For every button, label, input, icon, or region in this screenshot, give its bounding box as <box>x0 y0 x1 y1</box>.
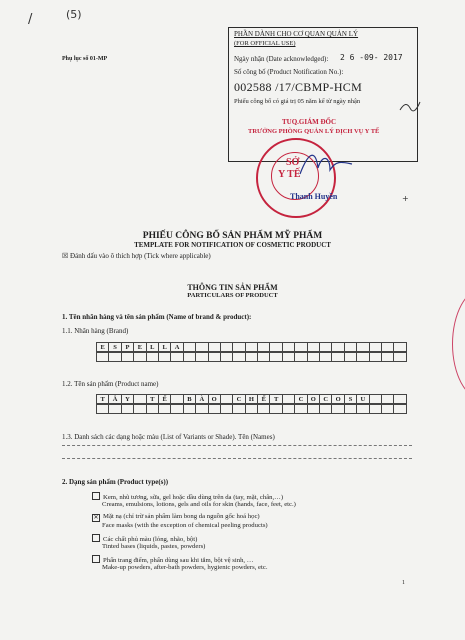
letter-cell <box>184 404 196 414</box>
letter-cell: O <box>308 394 320 404</box>
office-title-vi: PHẦN DÀNH CHO CƠ QUAN QUẢN LÝ <box>234 30 359 38</box>
letter-cell: E <box>97 342 109 352</box>
annex-label: Phụ lục số 01-MP <box>62 56 108 62</box>
dotted-line <box>62 445 412 446</box>
option-label-en: Tinted bases (liquids, pastes, powders) <box>102 543 206 550</box>
option-label-en: Make-up powders, after-bath powders, hygienic powders, etc. <box>102 564 268 571</box>
letter-cell <box>196 352 208 362</box>
letter-cell <box>159 404 171 414</box>
letter-cell <box>320 352 332 362</box>
received-date: 2 6 -09- 2017 <box>340 53 403 62</box>
letter-cell: T <box>97 394 109 404</box>
letter-cell <box>171 394 183 404</box>
product-grid <box>96 394 407 404</box>
brand-grid <box>96 342 407 352</box>
letter-cell <box>345 404 357 414</box>
letter-cell: Ế <box>159 394 171 404</box>
letter-cell <box>295 342 307 352</box>
form-subtitle: TEMPLATE FOR NOTIFICATION OF COSMETIC PRODUCT <box>134 241 331 249</box>
letter-cell <box>246 352 258 362</box>
letter-cell <box>370 404 382 414</box>
letter-cell <box>233 352 245 362</box>
letter-cell: S <box>345 394 357 404</box>
letter-cell <box>394 404 406 414</box>
tick-note: ☒ Đánh dấu vào ô thích hợp (Tick where applicable) <box>62 252 211 260</box>
letter-cell <box>196 342 208 352</box>
letter-cell: L <box>147 342 159 352</box>
letter-cell <box>134 352 146 362</box>
letter-cell <box>394 352 406 362</box>
notification-number: 002588 /17/CBMP-HCM <box>234 80 363 94</box>
letter-cell <box>246 404 258 414</box>
letter-cell: B <box>184 394 196 404</box>
letter-cell <box>97 404 109 414</box>
brand-grid-row2 <box>96 352 407 362</box>
letter-cell: E <box>134 342 146 352</box>
letter-cell <box>270 352 282 362</box>
checked-box-icon[interactable]: ✕ <box>93 515 99 521</box>
side-seal-icon <box>452 288 465 400</box>
option-label-vi: Phấn trang điểm, phấn dùng sau khi tắm, bột vệ sinh, … <box>103 557 254 564</box>
option-label-vi: Mặt nạ (chỉ trừ sản phẩm làm bong da nguồn gốc hoá học) <box>103 513 260 520</box>
letter-cell <box>370 394 382 404</box>
question-1: 1. Tên nhãn hàng và tên sản phẩm (Name of brand & product): <box>62 313 252 321</box>
letter-cell <box>283 404 295 414</box>
section-title: THÔNG TIN SẢN PHẨM <box>187 283 278 292</box>
letter-cell: L <box>159 342 171 352</box>
letter-cell <box>221 352 233 362</box>
letter-cell <box>221 394 233 404</box>
letter-cell <box>97 352 109 362</box>
question-1-1: 1.1. Nhãn hàng (Brand) <box>62 327 129 335</box>
option-label-vi: Các chất phủ màu (lỏng, nhão, bột) <box>103 536 198 543</box>
letter-cell <box>308 404 320 414</box>
number-label: Số công bố (Product Notification No.): <box>234 68 344 76</box>
letter-cell: A <box>171 342 183 352</box>
checkbox-icon[interactable] <box>92 534 100 542</box>
letter-cell <box>258 404 270 414</box>
letter-cell: Y <box>122 394 134 404</box>
letter-cell <box>394 342 406 352</box>
letter-cell <box>295 352 307 362</box>
question-1-3: 1.3. Danh sách các dạng hoặc màu (List of Variants or Shade). Tên (Names) <box>62 433 275 441</box>
validity-note: Phiếu công bố có giá trị 05 năm kể từ ngày nhận <box>234 98 361 105</box>
letter-cell <box>209 352 221 362</box>
page-number: 1 <box>402 580 405 586</box>
letter-cell <box>308 342 320 352</box>
letter-cell <box>109 352 121 362</box>
product-type-option[interactable] <box>92 555 253 564</box>
page-mark: (5) <box>66 8 82 21</box>
question-1-2: 1.2. Tên sản phẩm (Product name) <box>62 380 159 388</box>
letter-cell <box>332 342 344 352</box>
initials-signature-icon <box>398 98 424 116</box>
letter-cell: U <box>357 394 369 404</box>
seal-text-1: SỞ <box>286 157 300 168</box>
letter-cell <box>221 404 233 414</box>
letter-cell <box>258 342 270 352</box>
letter-cell <box>345 342 357 352</box>
option-label-vi: Kem, nhũ tương, sữa, gel hoặc dầu dùng trên da (tay, mặt, chân,…) <box>103 494 284 501</box>
letter-cell <box>320 404 332 414</box>
letter-cell <box>357 352 369 362</box>
letter-cell <box>283 342 295 352</box>
letter-cell <box>122 352 134 362</box>
letter-cell <box>221 342 233 352</box>
letter-cell: T <box>270 394 282 404</box>
product-type-option[interactable] <box>92 513 260 522</box>
letter-cell <box>147 352 159 362</box>
option-label-en: Face masks (with the exception of chemical peeling products) <box>102 522 268 529</box>
letter-cell <box>370 352 382 362</box>
letter-cell: T <box>147 394 159 404</box>
letter-cell <box>332 352 344 362</box>
letter-cell: P <box>122 342 134 352</box>
letter-cell <box>295 404 307 414</box>
letter-cell <box>184 342 196 352</box>
letter-cell <box>134 394 146 404</box>
letter-cell <box>109 404 121 414</box>
letter-cell <box>246 342 258 352</box>
office-title-en: (FOR OFFICIAL USE) <box>234 40 296 47</box>
letter-cell <box>382 394 394 404</box>
letter-cell <box>134 404 146 414</box>
corner-slash-mark: / <box>28 12 33 27</box>
letter-cell <box>332 404 344 414</box>
letter-cell <box>308 352 320 362</box>
letter-cell <box>270 342 282 352</box>
checkbox-icon[interactable] <box>92 492 100 500</box>
checkbox-icon[interactable] <box>92 555 100 563</box>
letter-cell <box>283 394 295 404</box>
letter-cell <box>122 404 134 414</box>
option-label-en: Creams, emulsions, lotions, gels and oils for skin (hands, face, feet, etc.) <box>102 501 296 508</box>
letter-cell <box>258 352 270 362</box>
received-label: Ngày nhận (Date acknowledged): <box>234 55 329 63</box>
letter-cell <box>345 352 357 362</box>
product-grid-row2 <box>96 404 407 414</box>
letter-cell <box>184 352 196 362</box>
form-title: PHIẾU CÔNG BỐ SẢN PHẨM MỸ PHẨM <box>142 231 323 241</box>
signature-icon <box>296 144 356 184</box>
letter-cell <box>357 404 369 414</box>
letter-cell <box>270 404 282 414</box>
dotted-line <box>62 458 412 459</box>
letter-cell <box>382 404 394 414</box>
letter-cell <box>382 352 394 362</box>
letter-cell: C <box>295 394 307 404</box>
letter-cell <box>283 352 295 362</box>
letter-cell <box>196 404 208 414</box>
letter-cell <box>147 404 159 414</box>
letter-cell <box>370 342 382 352</box>
product-type-option[interactable] <box>92 492 283 501</box>
letter-cell <box>209 342 221 352</box>
letter-cell: C <box>233 394 245 404</box>
letter-cell: C <box>320 394 332 404</box>
letter-cell <box>233 404 245 414</box>
letter-cell: Ế <box>258 394 270 404</box>
letter-cell: À <box>196 394 208 404</box>
question-2: 2. Dạng sản phẩm (Product type(s)) <box>62 478 169 486</box>
letter-cell <box>233 342 245 352</box>
signer-title-1: TUQ.GIÁM ĐỐC <box>282 118 337 126</box>
letter-cell <box>171 352 183 362</box>
letter-cell <box>320 342 332 352</box>
letter-cell: O <box>332 394 344 404</box>
letter-cell: H <box>246 394 258 404</box>
signer-name: Thanh Huyền <box>290 192 338 201</box>
signer-title-2: TRƯỞNG PHÒNG QUẢN LÝ DỊCH VỤ Y TẾ <box>248 128 380 135</box>
letter-cell: O <box>209 394 221 404</box>
letter-cell <box>394 394 406 404</box>
letter-cell: S <box>109 342 121 352</box>
letter-cell <box>357 342 369 352</box>
section-subtitle: PARTICULARS OF PRODUCT <box>187 292 278 299</box>
letter-cell <box>159 352 171 362</box>
small-mark: + <box>402 194 409 203</box>
letter-cell <box>171 404 183 414</box>
letter-cell <box>382 342 394 352</box>
letter-cell: Â <box>109 394 121 404</box>
product-type-option[interactable] <box>92 534 197 543</box>
seal-text-2: Y TẾ <box>278 169 301 180</box>
letter-cell <box>209 404 221 414</box>
